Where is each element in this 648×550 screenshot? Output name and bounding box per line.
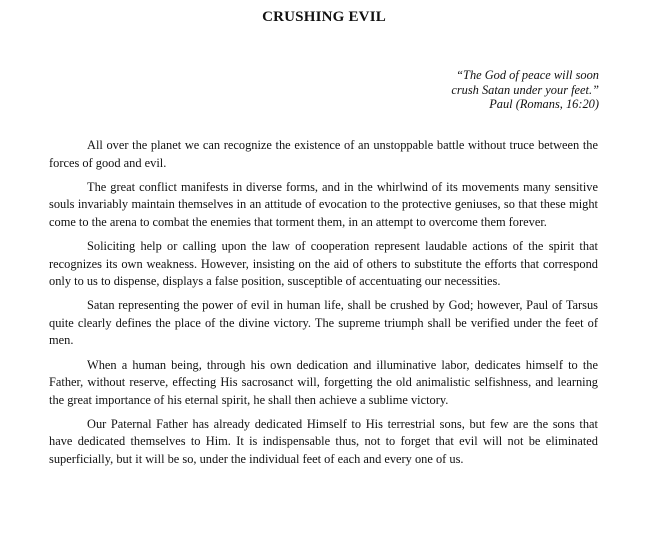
paragraph-2: The great conflict manifests in diverse forms, and in the whirlwind of its movements many sensitive souls invariably maintain themselves in an attitude of evocation to the protective geniuses, so that these might come to the arena to combat the enemies that torment them, in an attempt to overcome them forever.	[49, 179, 598, 229]
epigraph-line-1: “The God of peace will soon	[456, 68, 599, 82]
epigraph-attribution: Paul (Romans, 16:20)	[489, 97, 599, 111]
paragraph-3: Soliciting help or calling upon the law of cooperation represent laudable actions of the spirit that recognizes its own weakness. However, insisting on the aid of others to substitute the efforts that correspond only to us to dispense, displays a false position, susceptible of accentuating our necessities.	[49, 238, 598, 289]
epigraph-line-2: crush Satan under your feet.”	[451, 82, 599, 97]
paragraph-1: All over the planet we can recognize the existence of an unstoppable battle without truce between the forces of good and evil.	[49, 138, 598, 170]
paragraph-4: Satan representing the power of evil in human life, shall be crushed by God; however, Paul of Tarsus quite clearly defines the place of the divine victory. The supreme triumph shall be verified under the feet of men.	[49, 298, 598, 348]
epigraph	[339, 68, 599, 112]
paragraph-6: Our Paternal Father has already dedicated Himself to His terrestrial sons, but few are the sons that have dedicated themselves to Him. It is indispensable thus, not to forget that evil will not be eliminated superficially, but it will be so, under the individual feet of each and every one of us.	[49, 416, 598, 466]
document-title: CRUSHING EVIL	[262, 9, 386, 25]
body-text	[49, 137, 598, 475]
paragraph-5: When a human being, through his own dedication and illuminative labor, dedicates himself to the Father, without reserve, effecting His sacrosanct will, forgetting the old animalistic selfishness, and learning the great importance of his eternal spirit, he shall then achieve a sublime victory.	[49, 357, 598, 407]
